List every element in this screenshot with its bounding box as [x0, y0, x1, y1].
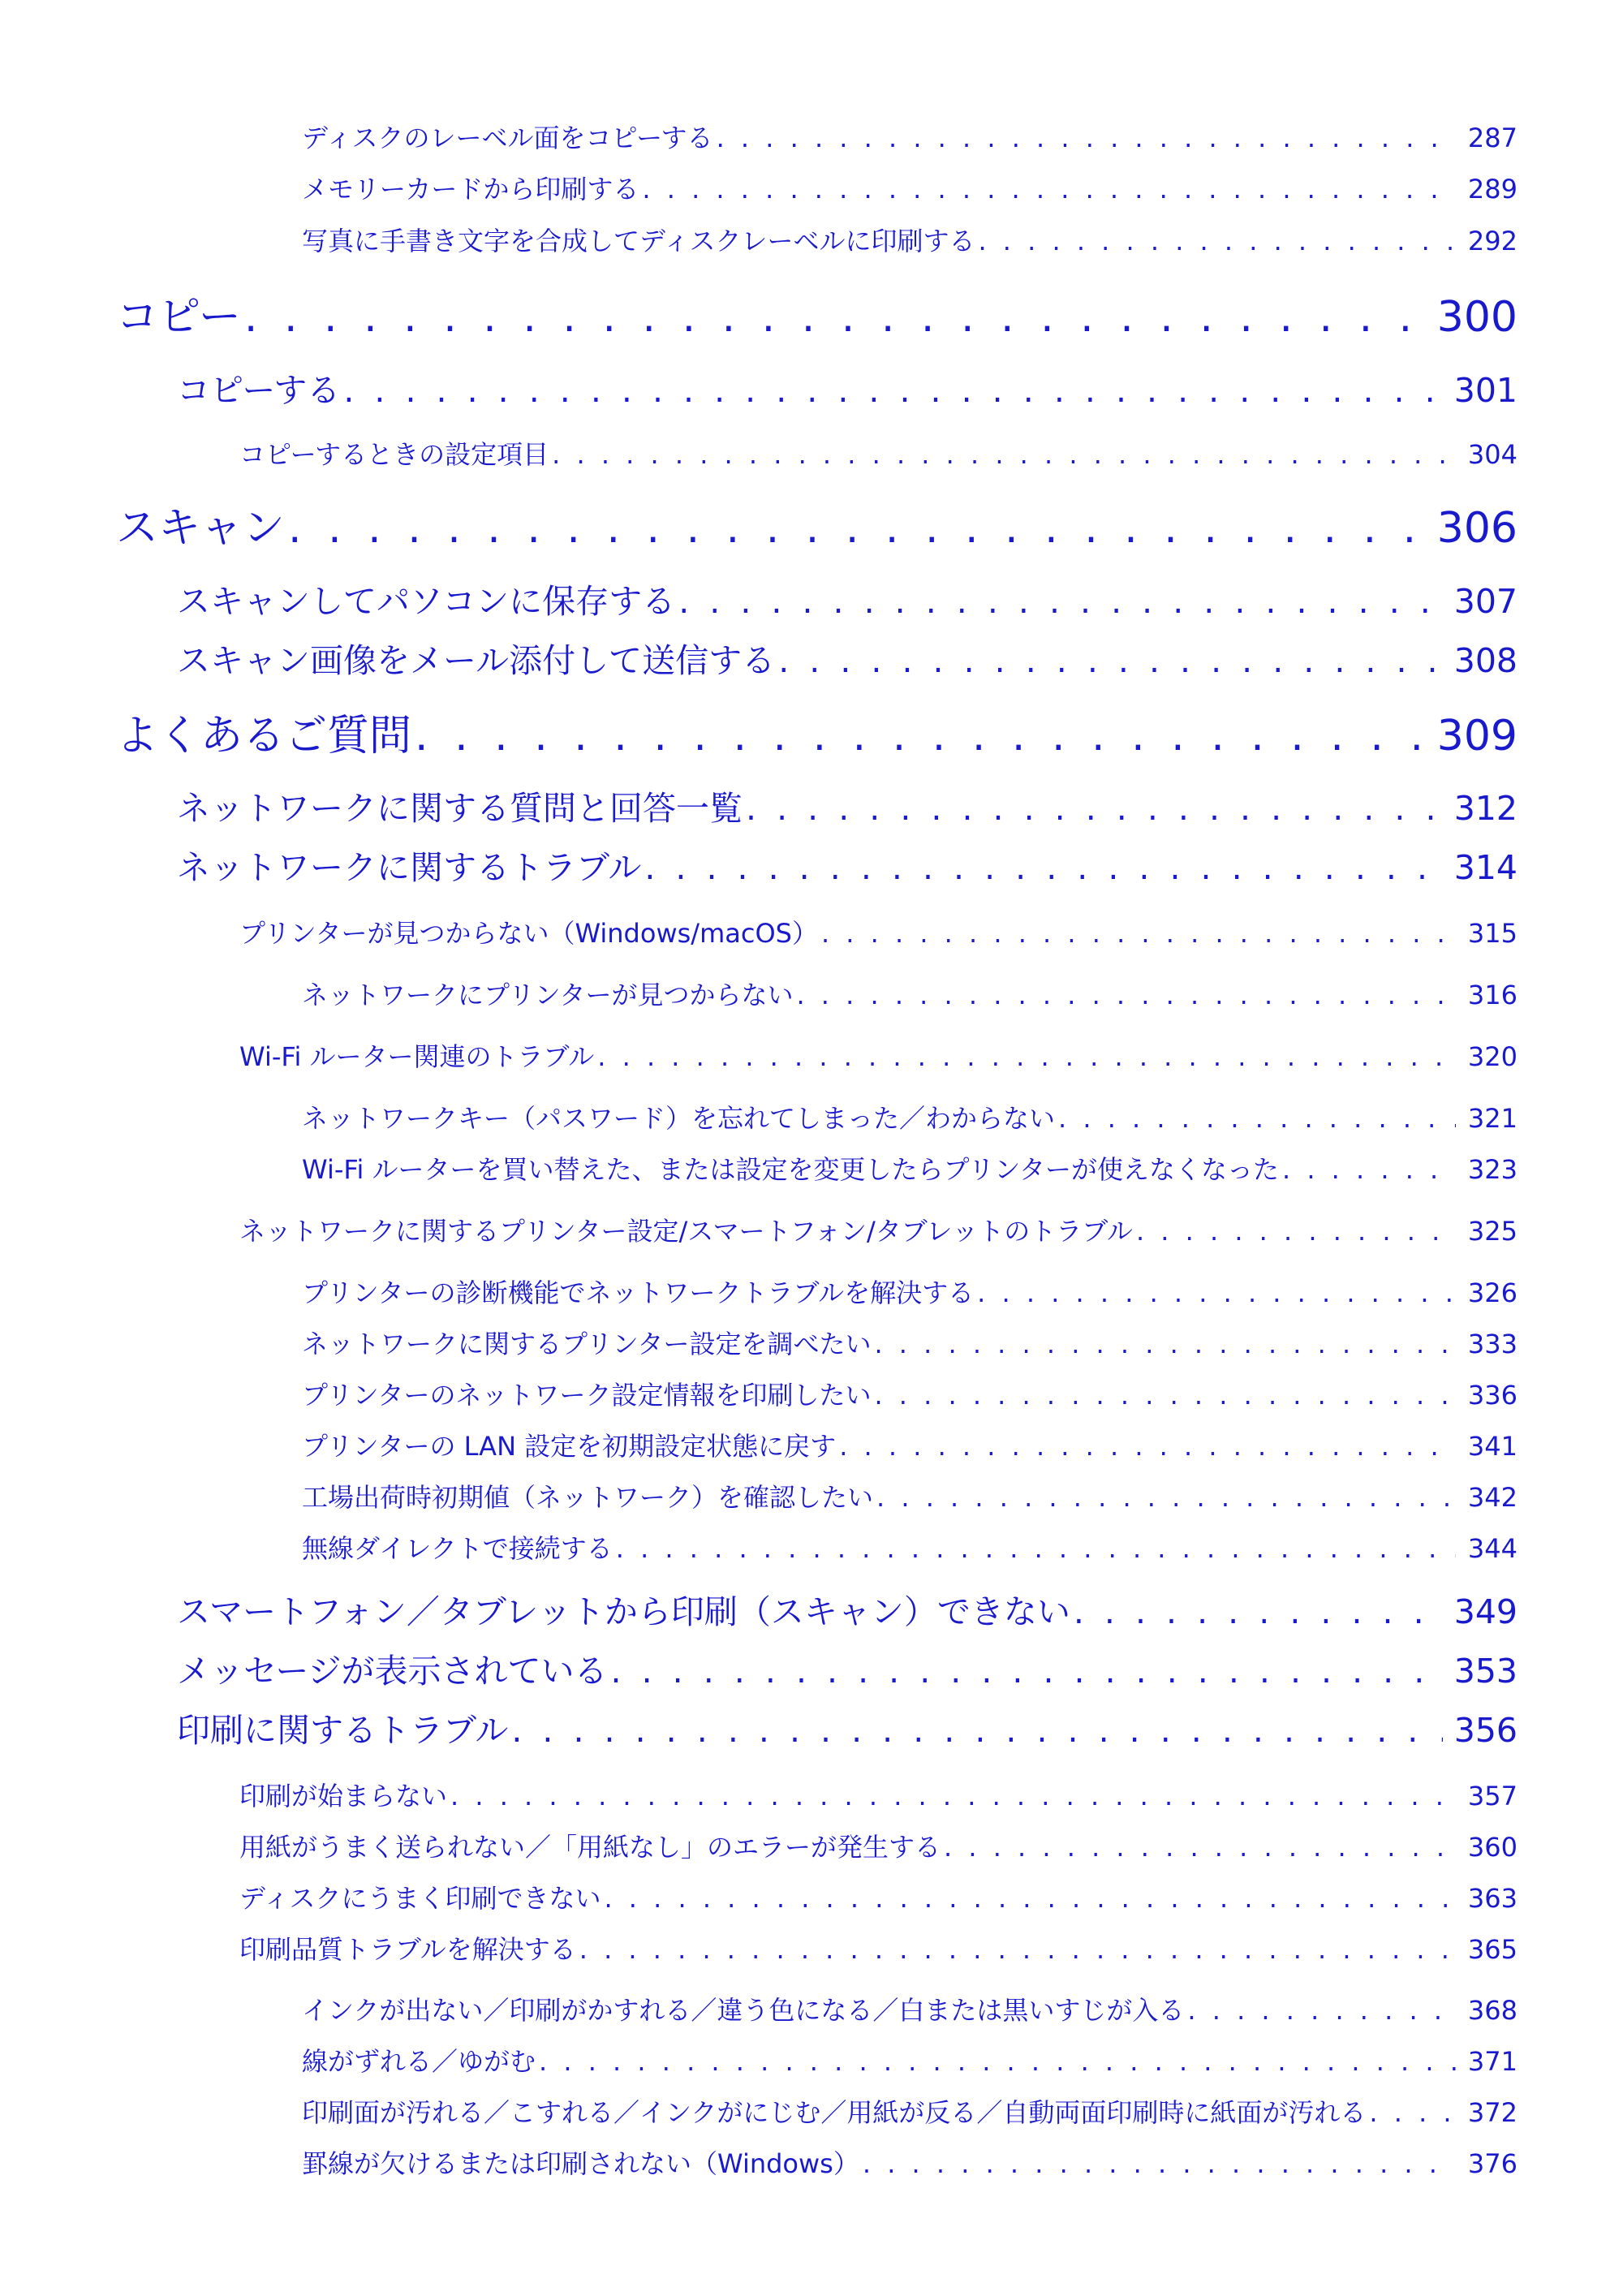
dot-leader [1187, 1995, 1456, 2026]
toc-entry-341[interactable] [302, 1426, 1518, 1463]
toc-entry-356[interactable] [177, 1704, 1518, 1751]
dot-leader [874, 1380, 1456, 1411]
toc-entry-304[interactable] [239, 434, 1518, 472]
toc-page-number: 301 [1453, 371, 1518, 410]
dot-leader [876, 1482, 1456, 1513]
toc-entry-title: メッセージが表示されている [177, 1652, 608, 1691]
toc-entry-title: ネットワークに関するプリンター設定/スマートフォン/タブレットのトラブル [239, 1216, 1133, 1247]
dot-leader [778, 641, 1443, 680]
dot-leader [678, 582, 1443, 621]
toc-entry-287[interactable] [302, 118, 1518, 155]
toc-page-number: 326 [1467, 1277, 1518, 1308]
toc-entry-360[interactable] [239, 1827, 1518, 1864]
toc-page-number: 325 [1467, 1216, 1518, 1247]
dot-leader [642, 174, 1456, 205]
toc-entry-title: プリンターの LAN 設定を初期設定状態に戻す [302, 1431, 837, 1462]
toc-entry-325[interactable] [239, 1211, 1518, 1248]
toc-page-number: 371 [1467, 2046, 1518, 2077]
toc-page-number: 357 [1467, 1781, 1518, 1811]
dot-leader [450, 1781, 1456, 1811]
toc-entry-title: 工場出荷時初期値（ネットワーク）を確認したい [302, 1482, 874, 1513]
dot-leader [539, 2046, 1456, 2077]
dot-leader [288, 504, 1425, 553]
dot-leader [597, 1041, 1456, 1072]
toc-page-number: 316 [1467, 980, 1518, 1010]
dot-leader [579, 1934, 1456, 1965]
dot-leader [1074, 1592, 1443, 1631]
toc-entry-title: ネットワークに関するトラブル [177, 848, 642, 887]
toc-page-number: 304 [1467, 439, 1518, 470]
dot-leader [1282, 1154, 1456, 1185]
toc-chapter-copy[interactable] [116, 282, 1518, 343]
toc-entry-title: ネットワークにプリンターが見つからない [302, 980, 794, 1010]
dot-leader [839, 1431, 1456, 1462]
toc-page-number: 344 [1467, 1533, 1518, 1564]
toc-page-number: 353 [1453, 1652, 1518, 1691]
toc-entry-336[interactable] [302, 1375, 1518, 1412]
toc-entry-308[interactable] [177, 634, 1518, 682]
toc-page-number: 307 [1453, 582, 1518, 621]
toc-entry-title: プリンターのネットワーク設定情報を印刷したい [302, 1380, 872, 1411]
toc-entry-title: 線がずれる／ゆがむ [302, 2046, 536, 2077]
toc-page-number: 312 [1453, 789, 1518, 828]
toc-entry-376[interactable] [302, 2143, 1518, 2181]
toc-entry-363[interactable] [239, 1878, 1518, 1915]
toc-page-number: 289 [1467, 174, 1518, 205]
toc-page-number: 360 [1467, 1832, 1518, 1863]
toc-page-number: 368 [1467, 1995, 1518, 2026]
toc-chapter-faq[interactable] [116, 701, 1518, 762]
toc-entry-289[interactable] [302, 169, 1518, 206]
toc-entry-365[interactable] [239, 1929, 1518, 1966]
toc-entry-title: ディスクのレーベル面をコピーする [302, 123, 713, 153]
toc-entry-title: プリンターが見つからない（Windows/macOS） [239, 918, 818, 949]
toc-page-number: 376 [1467, 2148, 1518, 2179]
dot-leader [611, 1652, 1443, 1691]
toc-entry-333[interactable] [302, 1324, 1518, 1361]
dot-leader [343, 371, 1442, 410]
toc-entry-title: Wi-Fi ルーター関連のトラブル [239, 1041, 595, 1072]
dot-leader [244, 293, 1425, 342]
dot-leader [863, 2148, 1456, 2179]
dot-leader [644, 848, 1442, 887]
toc-entry-title: インクが出ない／印刷がかすれる／違う色になる／白または黒いすじが入る [302, 1995, 1185, 2026]
toc-page-number: 306 [1436, 504, 1518, 553]
toc-page-number: 333 [1467, 1329, 1518, 1359]
toc-page-number: 323 [1467, 1154, 1518, 1185]
toc-entry-title: スマートフォン／タブレットから印刷（スキャン）できない [177, 1592, 1070, 1631]
toc-entry-344[interactable] [302, 1528, 1518, 1566]
toc-entry-342[interactable] [302, 1477, 1518, 1514]
toc-entry-title: ネットワークキー（パスワード）を忘れてしまった／わからない [302, 1103, 1056, 1134]
toc-entry-292[interactable] [302, 221, 1518, 258]
toc-page-number: 342 [1467, 1482, 1518, 1513]
toc-entry-368[interactable] [302, 1990, 1518, 2027]
toc-entry-title: コピー [116, 293, 241, 342]
toc-entry-title: 印刷に関するトラブル [177, 1711, 509, 1750]
dot-leader [1369, 2097, 1456, 2128]
toc-page-number: 320 [1467, 1041, 1518, 1072]
toc-entry-371[interactable] [302, 2041, 1518, 2078]
toc-page-number: 356 [1453, 1711, 1518, 1750]
dot-leader [415, 712, 1425, 760]
toc-entry-321[interactable] [302, 1098, 1518, 1135]
toc-entry-title: コピーするときの設定項目 [239, 439, 549, 470]
dot-leader [1136, 1216, 1456, 1247]
toc-entry-title: Wi-Fi ルーターを買い替えた、または設定を変更したらプリンターが使えなくなった [302, 1154, 1279, 1185]
toc-entry-349[interactable] [177, 1585, 1518, 1633]
dot-leader [552, 439, 1456, 470]
toc-entry-307[interactable] [177, 575, 1518, 622]
toc-chapter-scan[interactable] [116, 493, 1518, 554]
toc-entry-372[interactable] [302, 2092, 1518, 2130]
toc-page-number: 315 [1467, 918, 1518, 949]
toc-page-number: 309 [1436, 712, 1518, 760]
toc-entry-314[interactable] [177, 841, 1518, 889]
dot-leader [977, 1277, 1456, 1308]
toc-page-number: 365 [1467, 1934, 1518, 1965]
toc-entry-320[interactable] [239, 1036, 1518, 1074]
dot-leader [821, 918, 1456, 949]
dot-leader [604, 1883, 1456, 1914]
toc-entry-title: コピーする [177, 371, 341, 410]
toc-page-number: 349 [1453, 1592, 1518, 1631]
dot-leader [616, 1533, 1456, 1564]
dot-leader [1058, 1103, 1456, 1134]
toc-entry-301[interactable] [177, 364, 1518, 411]
toc-page-number: 341 [1467, 1431, 1518, 1462]
toc-entry-312[interactable] [177, 782, 1518, 829]
dot-leader [796, 980, 1456, 1010]
toc-entry-title: 無線ダイレクトで接続する [302, 1533, 613, 1564]
toc-page-number: 292 [1467, 226, 1518, 256]
toc-page-number: 314 [1453, 848, 1518, 887]
toc-page-number: 372 [1467, 2097, 1518, 2128]
toc-entry-title: スキャン [116, 504, 286, 553]
toc-entry-315[interactable] [239, 913, 1518, 950]
toc-entry-title: 印刷が始まらない [239, 1781, 448, 1811]
toc-entry-title: 罫線が欠けるまたは印刷されない（Windows） [302, 2148, 859, 2179]
dot-leader [978, 226, 1456, 256]
toc-entry-title: スキャン画像をメール添付して送信する [177, 641, 776, 680]
toc-page-number: 287 [1467, 123, 1518, 153]
toc-page-number: 336 [1467, 1380, 1518, 1411]
toc-entry-title: ディスクにうまく印刷できない [239, 1883, 601, 1914]
toc-page-number: 321 [1467, 1103, 1518, 1134]
toc-entry-title: よくあるご質問 [116, 712, 412, 760]
toc-entry-title: 印刷面が汚れる／こすれる／インクがにじむ／用紙が反る／自動両面印刷時に紙面が汚れる [302, 2097, 1367, 2128]
toc-entry-title: メモリーカードから印刷する [302, 174, 639, 205]
toc-entry-353[interactable] [177, 1644, 1518, 1692]
toc-entry-title: ネットワークに関するプリンター設定を調べたい [302, 1329, 872, 1359]
toc-page-number: 300 [1436, 293, 1518, 342]
dot-leader [874, 1329, 1456, 1359]
toc-entry-title: 写真に手書き文字を合成してディスクレーベルに印刷する [302, 226, 975, 256]
toc-entry-title: 印刷品質トラブルを解決する [239, 1934, 576, 1965]
toc-entry-title: 用紙がうまく送られない／「用紙なし」のエラーが発生する [239, 1832, 941, 1863]
dot-leader [511, 1711, 1442, 1750]
dot-leader [944, 1832, 1456, 1863]
toc-entry-title: スキャンしてパソコンに保存する [177, 582, 676, 621]
toc-entry-title: ネットワークに関する質問と回答一覧 [177, 789, 743, 828]
toc-entry-357[interactable] [239, 1776, 1518, 1813]
toc-entry-316[interactable] [302, 975, 1518, 1012]
toc-page-number: 308 [1453, 641, 1518, 680]
toc-entry-323[interactable] [302, 1149, 1518, 1187]
dot-leader [717, 123, 1456, 153]
toc-entry-326[interactable] [302, 1273, 1518, 1310]
toc-page-number: 363 [1467, 1883, 1518, 1914]
dot-leader [746, 789, 1443, 828]
toc-entry-title: プリンターの診断機能でネットワークトラブルを解決する [302, 1277, 975, 1308]
